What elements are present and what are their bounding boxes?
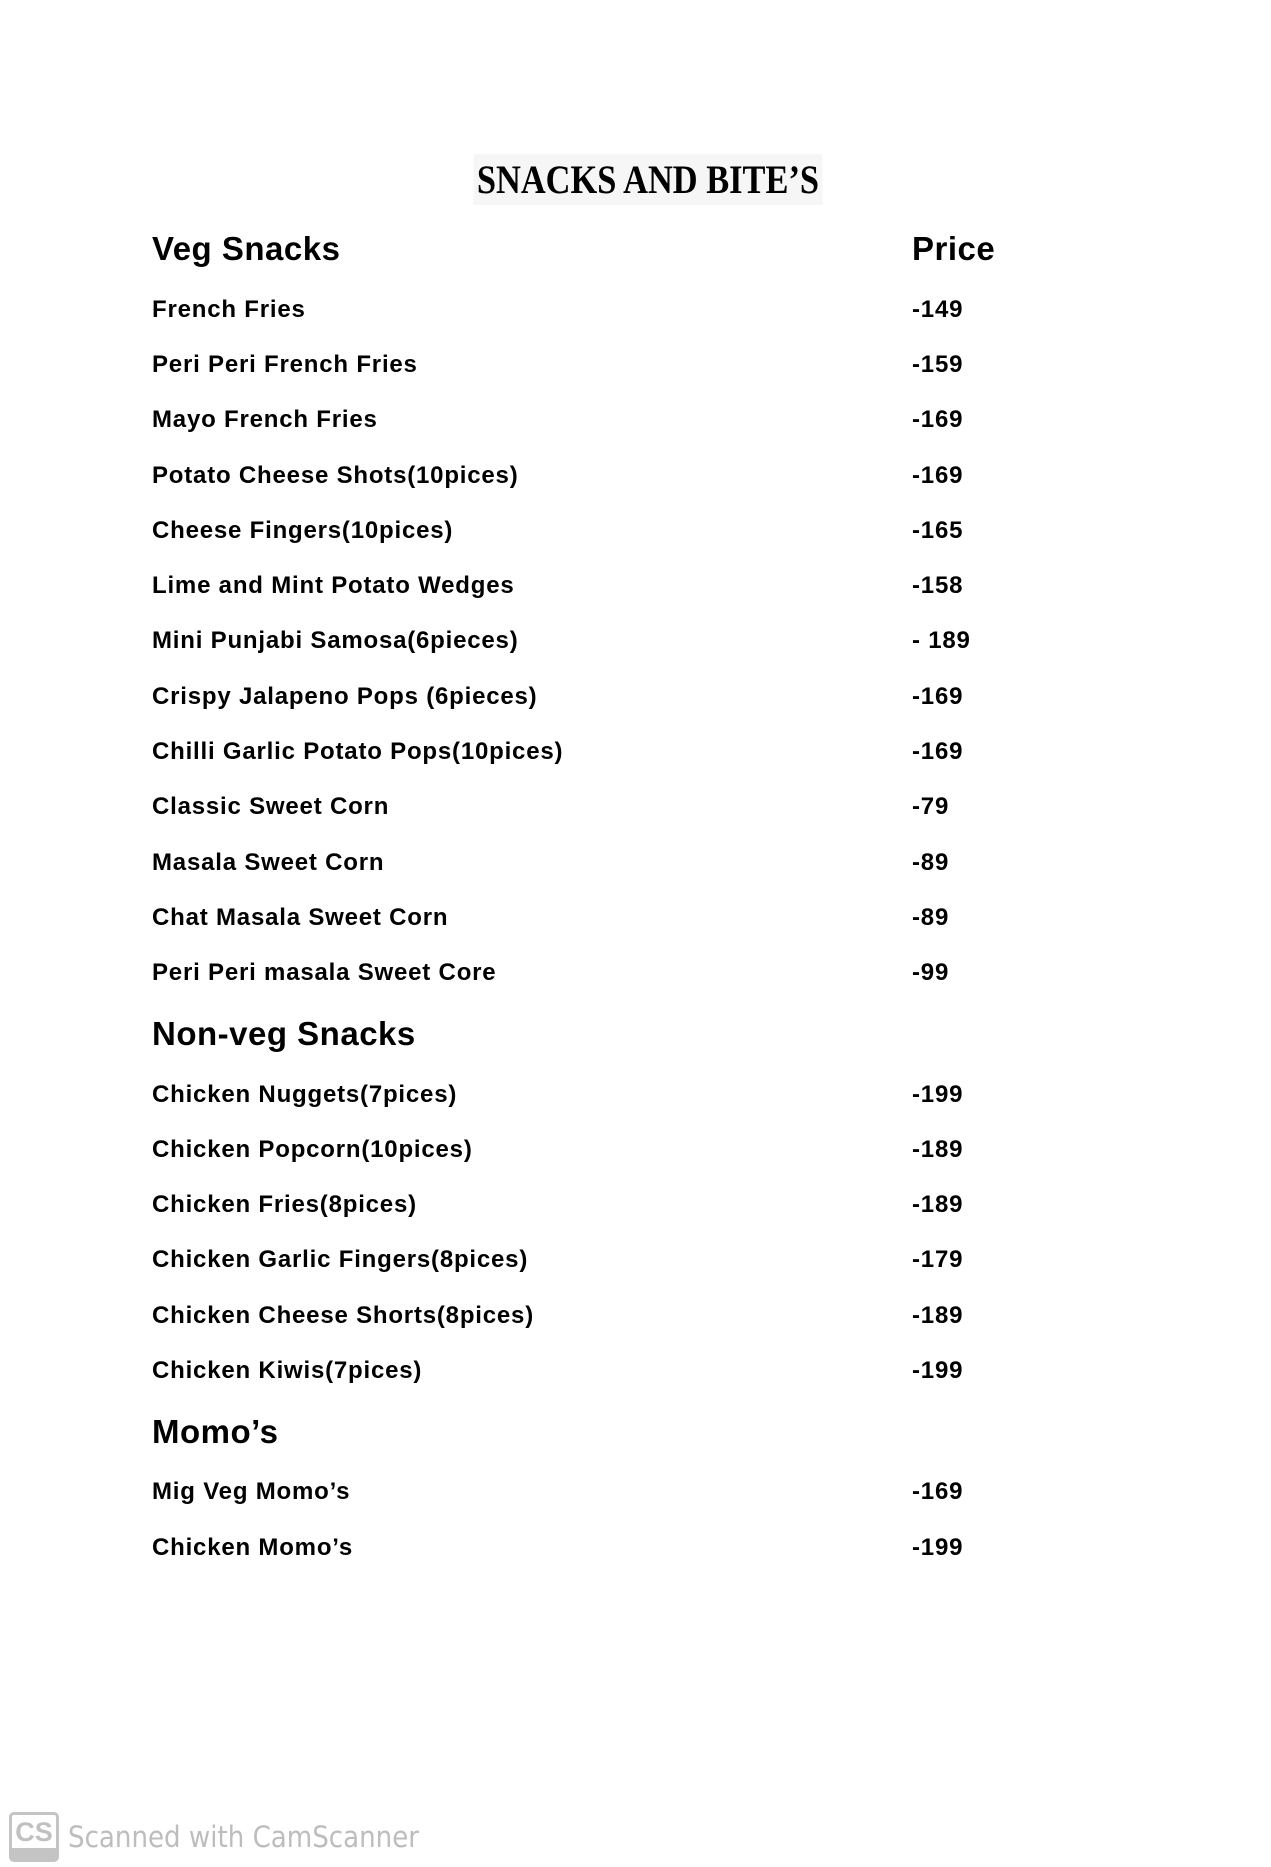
menu-item — [152, 1177, 1152, 1232]
item-price: -79 — [912, 793, 950, 821]
item-price: -149 — [912, 295, 964, 323]
item-name: Cheese Fingers(10pices) — [152, 516, 454, 544]
menu-item — [152, 1233, 1152, 1288]
menu-item — [152, 448, 1152, 503]
menu-item — [152, 1288, 1152, 1343]
section-title: Veg Snacks — [152, 230, 341, 267]
menu-item — [152, 337, 1152, 392]
menu-item — [152, 780, 1152, 835]
item-name: Chilli Garlic Potato Pops(10pices) — [152, 738, 564, 766]
item-name: Crispy Jalapeno Pops (6pieces) — [152, 682, 538, 710]
item-name: Chicken Garlic Fingers(8pices) — [152, 1246, 529, 1274]
menu-item — [152, 393, 1152, 448]
item-price: -169 — [912, 461, 964, 489]
item-price: -99 — [912, 959, 950, 987]
item-price: -165 — [912, 516, 964, 544]
camscanner-logo-icon: CS — [9, 1812, 59, 1862]
menu-item — [152, 835, 1152, 890]
item-name: Masala Sweet Corn — [152, 848, 385, 876]
item-name: Chicken Cheese Shorts(8pices) — [152, 1301, 534, 1329]
item-name: Classic Sweet Corn — [152, 793, 390, 821]
menu-item — [152, 890, 1152, 945]
section-header — [152, 1001, 1152, 1067]
item-price: -199 — [912, 1533, 964, 1561]
section-header — [152, 216, 1152, 282]
section-title: Non-veg Snacks — [152, 1014, 416, 1052]
menu-item — [152, 1122, 1152, 1177]
item-name: Peri Peri French Fries — [152, 350, 418, 378]
item-price: -169 — [912, 406, 964, 434]
item-price: -189 — [912, 1191, 964, 1219]
item-name: Chicken Popcorn(10pices) — [152, 1135, 473, 1163]
item-name: Chicken Fries(8pices) — [152, 1191, 417, 1219]
item-price: -199 — [912, 1080, 964, 1108]
menu-item — [152, 1465, 1152, 1520]
item-name: Chicken Kiwis(7pices) — [152, 1356, 423, 1384]
menu-title: SNACKS AND BITE’S — [0, 154, 1271, 205]
section-header — [152, 1399, 1152, 1465]
item-name: Mig Veg Momo’s — [152, 1478, 351, 1506]
item-name: Potato Cheese Shots(10pices) — [152, 461, 519, 489]
item-price: -159 — [912, 350, 964, 378]
camscanner-watermark: CS Scanned with CamScanner — [9, 1812, 458, 1862]
item-price: -169 — [912, 738, 964, 766]
menu-item — [152, 503, 1152, 558]
item-price: -158 — [912, 572, 964, 600]
menu-item — [152, 669, 1152, 724]
item-name: Peri Peri masala Sweet Core — [152, 959, 497, 987]
item-price: -199 — [912, 1356, 964, 1384]
item-price: -89 — [912, 903, 950, 931]
menu-item — [152, 1343, 1152, 1398]
menu-item — [152, 614, 1152, 669]
item-name: Chicken Momo’s — [152, 1533, 354, 1561]
price-column-header: Price — [912, 230, 996, 267]
item-price: -89 — [912, 848, 950, 876]
menu-item — [152, 558, 1152, 613]
item-price: -179 — [912, 1246, 964, 1274]
item-name: Chicken Nuggets(7pices) — [152, 1080, 458, 1108]
item-price: - 189 — [912, 627, 971, 655]
item-name: French Fries — [152, 295, 306, 323]
item-price: -169 — [912, 682, 964, 710]
menu-item — [152, 1067, 1152, 1122]
item-price: -189 — [912, 1135, 964, 1163]
item-price: -169 — [912, 1478, 964, 1506]
section-title: Momo’s — [152, 1412, 279, 1450]
item-name: Mini Punjabi Samosa(6pieces) — [152, 627, 519, 655]
item-name: Chat Masala Sweet Corn — [152, 903, 449, 931]
menu-item — [152, 946, 1152, 1001]
menu-item — [152, 282, 1152, 337]
menu-list — [152, 216, 1152, 1575]
menu-item — [152, 1520, 1152, 1575]
item-name: Lime and Mint Potato Wedges — [152, 572, 515, 600]
menu-item — [152, 724, 1152, 779]
item-price: -189 — [912, 1301, 964, 1329]
item-name: Mayo French Fries — [152, 406, 378, 434]
